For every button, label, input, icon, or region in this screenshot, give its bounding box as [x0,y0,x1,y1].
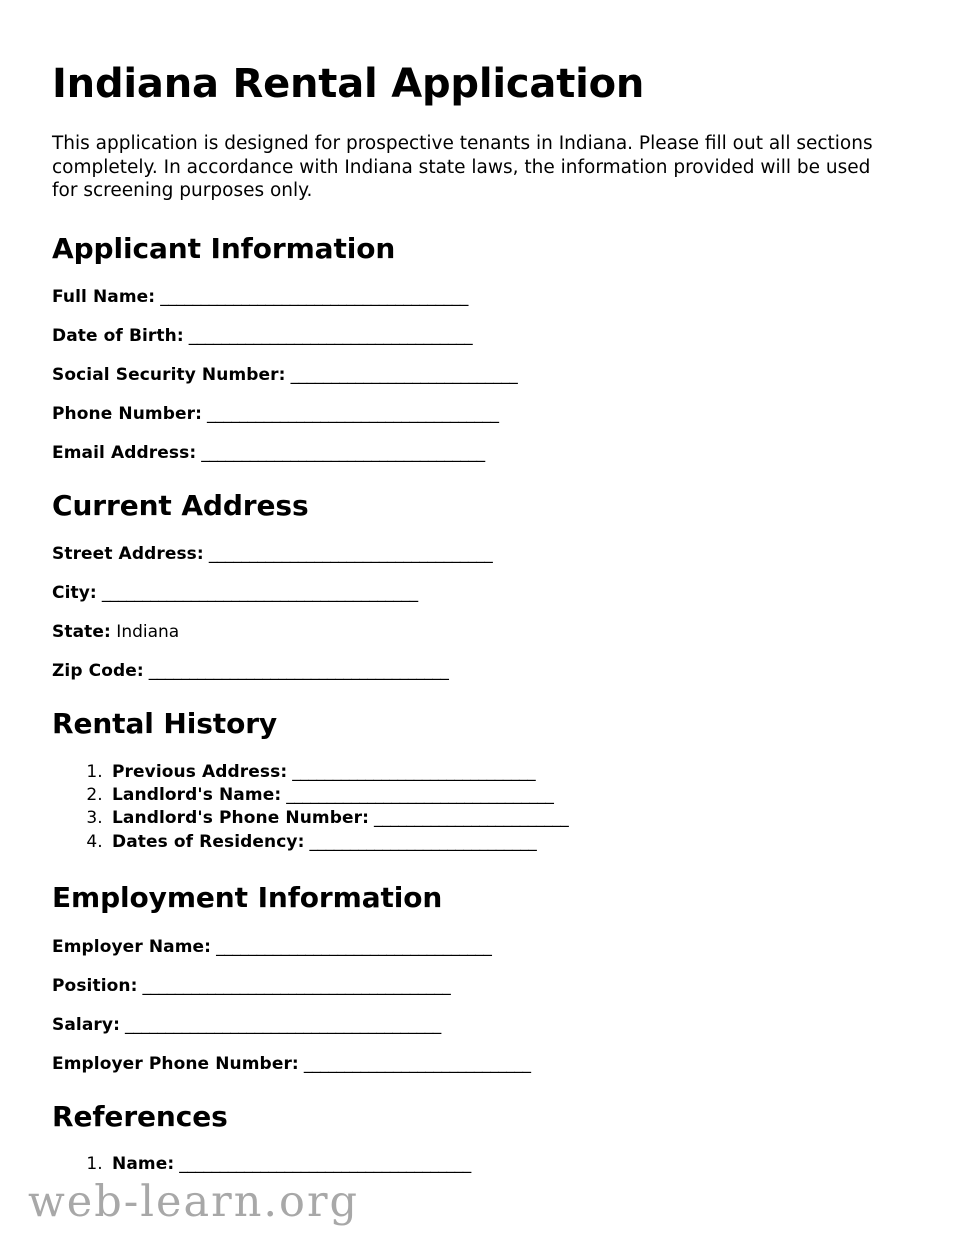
field-rule-employer-phone-number[interactable]: ____________________________ [298,1053,531,1074]
field-rule-previous-address[interactable]: ______________________________ [287,761,536,782]
field-rule-phone-number[interactable]: ____________________________________ [202,404,499,425]
document-content [52,0,942,1176]
field-label-phone-number: Phone Number: [52,404,203,425]
field-rule-position[interactable]: ______________________________________ [137,975,451,996]
field-rule-employer-name[interactable]: __________________________________ [211,936,492,957]
intro-paragraph: This application is designed for prospective tenants in Indiana. Please fill out all sections completely. In accordance with Indiana state laws, the information provided will be used for screening purposes only. [52,133,873,202]
field-row-position [52,975,942,996]
field-rule-reference-name[interactable]: ____________________________________ [174,1153,471,1174]
field-value-state: Indiana [110,622,180,643]
field-label-position: Position: [52,975,138,996]
field-label-dates-of-residency: Dates of Residency: [112,831,305,852]
field-rule-full-name[interactable]: ______________________________________ [155,287,468,308]
field-row-city [52,585,942,602]
field-label-landlords-phone-number: Landlord's Phone Number: [112,808,369,829]
field-label-social-security-number: Social Security Number: [52,365,286,386]
field-label-employer-phone-number: Employer Phone Number: [52,1053,299,1074]
field-row-employer-phone-number [52,1053,942,1074]
field-row-social-security-number [52,367,942,384]
section-heading-applicant-information: Applicant Information [52,232,396,266]
list-item [108,831,942,854]
field-rule-social-security-number[interactable]: ____________________________ [285,365,518,386]
field-label-full-name: Full Name: [52,287,156,308]
section-heading-current-address: Current Address [52,489,309,523]
field-row-full-name [52,289,942,306]
field-label-city: City: [52,583,97,604]
field-rule-date-of-birth[interactable]: ___________________________________ [183,326,473,347]
employment-information-fields [52,936,942,1074]
field-rule-dates-of-residency[interactable]: ____________________________ [304,831,537,852]
field-label-salary: Salary: [52,1014,120,1035]
field-rule-email-address[interactable]: ___________________________________ [196,443,485,464]
field-row-street-address [52,546,942,563]
current-address-fields [52,546,942,680]
field-label-zip-code: Zip Code: [52,661,144,682]
field-row-employer-name [52,936,942,957]
field-rule-city[interactable]: _______________________________________ [96,583,418,604]
applicant-information-fields [52,289,942,462]
watermark: web-learn.org [28,1177,360,1227]
field-label-landlords-name: Landlord's Name: [112,785,282,806]
field-row-email-address [52,445,942,462]
field-rule-landlords-name[interactable]: _________________________________ [281,785,554,806]
field-label-date-of-birth: Date of Birth: [52,326,184,347]
field-row-state [52,624,942,641]
field-rule-street-address[interactable]: ___________________________________ [203,544,493,565]
field-rule-salary[interactable]: _______________________________________ [119,1014,441,1035]
section-heading-employment-information: Employment Information [52,881,443,915]
section-heading-rental-history: Rental History [52,707,278,741]
field-row-phone-number [52,406,942,423]
field-rule-zip-code[interactable]: _____________________________________ [143,661,449,682]
field-label-reference-name: Name: [112,1153,175,1174]
field-label-employer-name: Employer Name: [52,936,212,957]
field-rule-landlords-phone-number[interactable]: ________________________ [369,808,569,829]
list-item [108,784,942,807]
field-label-street-address: Street Address: [52,544,204,565]
references-list [52,1133,942,1176]
list-item [108,807,942,830]
list-item [108,761,942,784]
section-heading-references: References [52,1099,228,1133]
rental-history-list [52,741,942,855]
field-row-salary [52,1014,942,1035]
field-label-email-address: Email Address: [52,443,197,464]
field-label-previous-address: Previous Address: [112,761,288,782]
field-row-zip-code [52,663,942,680]
list-item [108,1153,942,1176]
field-label-state: State: [52,622,111,643]
page-title: Indiana Rental Application [52,61,645,107]
field-row-date-of-birth [52,328,942,345]
